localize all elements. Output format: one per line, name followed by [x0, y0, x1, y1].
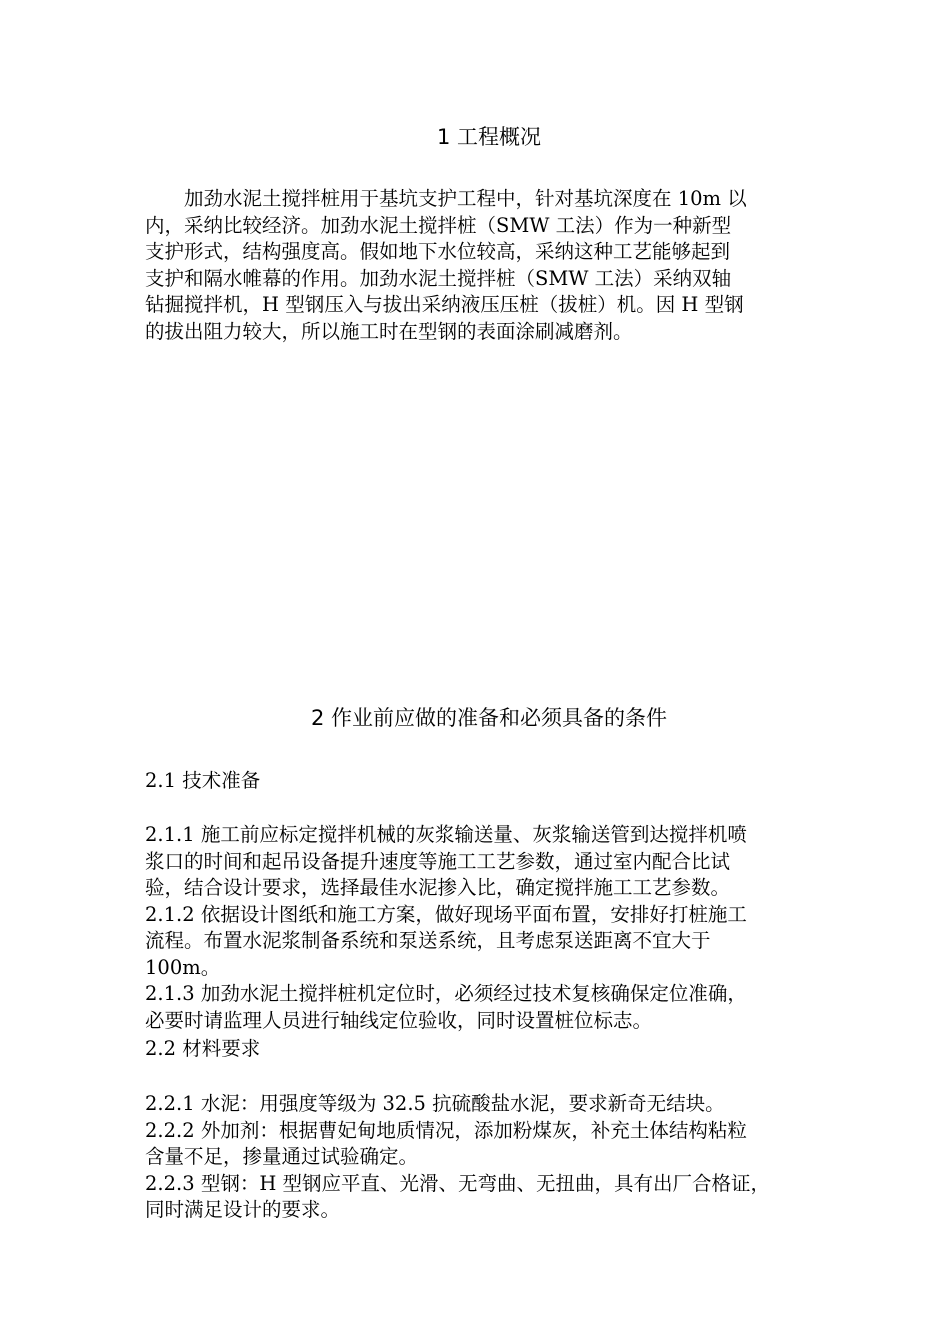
- paragraph-line: 含量不足，掺量通过试验确定。: [145, 1145, 419, 1168]
- paragraph-line: 浆口的时间和起吊设备提升速度等施工工艺参数，通过室内配合比试: [145, 849, 731, 873]
- paragraph-line: 支护和隔水帷幕的作用。加劲水泥土搅拌桩（SMW 工法）采纳双轴: [145, 266, 732, 290]
- paragraph-line: 钻掘搅拌机，H 型钢压入与拔出采纳液压压桩（拔桩）机。因 H 型钢: [145, 293, 744, 316]
- section-1-heading: 1 工程概况: [436, 125, 542, 149]
- paragraph-line: 2.1.3 加劲水泥土搅拌桩机定位时，必须经过技术复核确保定位准确，: [145, 982, 747, 1005]
- section-2-heading: 2 作业前应做的准备和必须具备的条件: [310, 706, 668, 730]
- paragraph-line: 验，结合设计要求，选择最佳水泥掺入比，确定搅拌施工工艺参数。: [145, 876, 731, 899]
- section-1-paragraph: [145, 186, 835, 345]
- paragraph-line: 加劲水泥土搅拌桩用于基坑支护工程中，针对基坑深度在 10m 以: [145, 187, 747, 210]
- paragraph-line: 必要时请监理人员进行轴线定位验收，同时设置桩位标志。: [145, 1008, 653, 1032]
- subsection-2-1-body: [145, 822, 835, 1034]
- paragraph-line: 2.2.1 水泥：用强度等级为 32.5 抗硫酸盐水泥，要求新奇无结块。: [145, 1092, 725, 1115]
- paragraph-line: 支护形式，结构强度高。假如地下水位较高，采纳这种工艺能够起到: [145, 240, 731, 263]
- paragraph-line: 2.1.2 依据设计图纸和施工方案，做好现场平面布置，安排好打桩施工: [145, 902, 747, 926]
- paragraph-line: 2.2.2 外加剂：根据曹妃甸地质情况，添加粉煤灰，补充土体结构粘粒: [145, 1118, 747, 1142]
- paragraph-line: 同时满足设计的要求。: [145, 1198, 341, 1221]
- paragraph-line: 的拔出阻力较大，所以施工时在型钢的表面涂刷减磨剂。: [145, 319, 633, 343]
- paragraph-line: 2.1.1 施工前应标定搅拌机械的灰浆输送量、灰浆输送管到达搅拌机喷: [145, 823, 747, 846]
- subsection-2-2-title: 2.2 材料要求: [145, 1037, 261, 1060]
- paragraph-line: 100m。: [145, 955, 221, 979]
- paragraph-line: 2.2.3 型钢：H 型钢应平直、光滑、无弯曲、无扭曲，具有出厂合格证，: [145, 1171, 771, 1195]
- paragraph-line: 流程。布置水泥浆制备系统和泵送系统，且考虑泵送距离不宜大于: [145, 929, 711, 952]
- subsection-2-1-title: 2.1 技术准备: [145, 769, 261, 792]
- paragraph-line: 内，采纳比较经济。加劲水泥土搅拌桩（SMW 工法）作为一种新型: [145, 213, 732, 237]
- subsection-2-2-body: [145, 1091, 835, 1224]
